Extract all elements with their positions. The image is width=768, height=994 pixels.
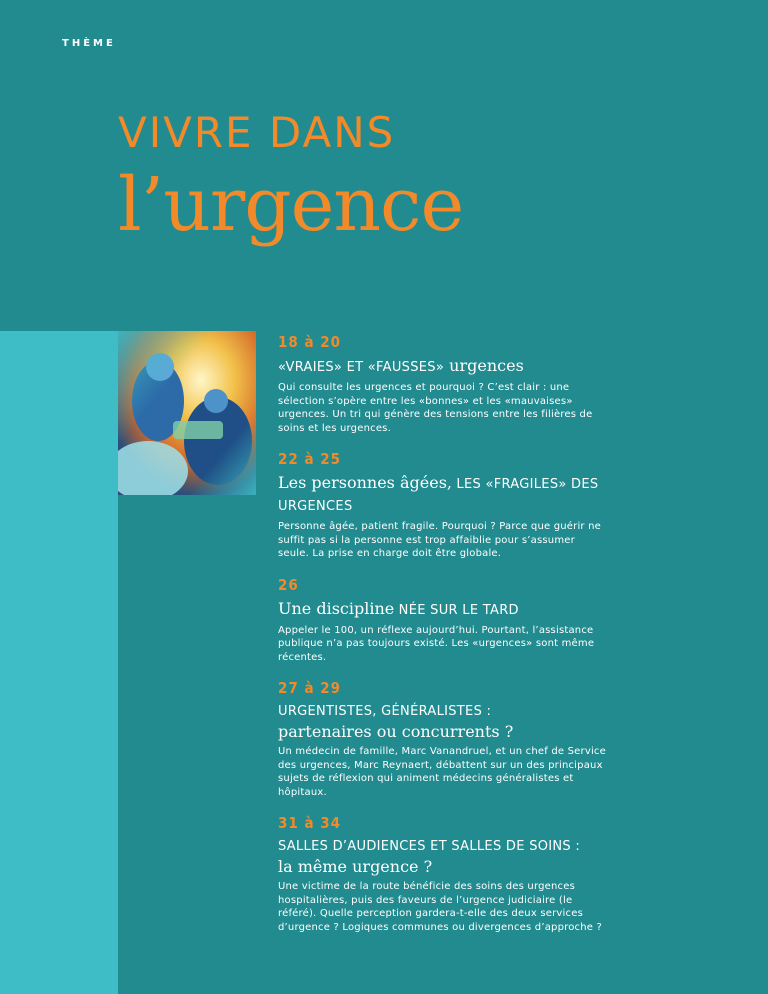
emergency-room-photo: [118, 331, 256, 495]
headline-caps: LES «FRAGILES» DES URGENCES: [278, 477, 599, 514]
list-item: [278, 678, 608, 799]
headline-caps: URGENTISTES, GÉNÉRALISTES :: [278, 704, 492, 719]
headline-serif: urgences: [444, 356, 524, 375]
headline-caps: «VRAIES» ET «FAUSSES»: [278, 360, 445, 375]
article-summary: Personne âgée, patient fragile. Pourquoi ? Parce que guérir ne suffit pas si la personne est trop affaiblie pour s’assumer seule. La prise en charge doit être globale.: [278, 521, 602, 559]
article-headline: [278, 356, 608, 378]
article-summary: Appeler le 100, un réflexe aujourd’hui. Pourtant, l’assistance publique n’a pas toujours existé. Les «urgences» sont même récentes.: [278, 624, 595, 663]
list-item: [278, 449, 608, 561]
headline-serif: Les personnes âgées,: [278, 473, 452, 492]
title-line-1: VIVRE DANS: [118, 108, 396, 157]
list-item: [278, 813, 608, 934]
headline-caps: NÉE SUR LE TARD: [394, 602, 519, 618]
article-headline: [278, 473, 608, 517]
page-range: 22 à 25: [278, 450, 342, 468]
headline-serif: Une discipline: [278, 598, 395, 618]
article-headline: [278, 702, 608, 742]
page-range: 27 à 29: [278, 679, 342, 697]
title-line-2: l’urgence: [118, 162, 464, 248]
page-range: 18 à 20: [278, 333, 342, 351]
headline-serif: la même urgence ?: [278, 857, 433, 876]
article-headline: [278, 837, 608, 877]
article-headline: [278, 599, 608, 621]
left-accent-band: [0, 331, 118, 994]
section-label: THÈME: [62, 38, 116, 49]
page-range: 26: [278, 575, 299, 594]
article-summary: Une victime de la route bénéficie des soins des urgences hospitalières, puis des faveurs de l’urgence judiciaire (le référé). Quelle perception gardera-t-elle des deux services d’urgence ? Logiques communes ou divergences d’approche ?: [278, 881, 603, 933]
article-summary: Un médecin de famille, Marc Vanandruel, et un chef de Service des urgences, Marc Reynaert, débattent sur un des principaux sujets de réflexion qui animent médecins généralistes et hôpitaux.: [278, 746, 606, 798]
article-summary: Qui consulte les urgences et pourquoi ? C’est clair : une sélection s’opère entre les «bonnes» et les «mauvaises» urgences. Un tri qui génère des tensions entre les filières de soins et les urgences.: [278, 382, 593, 434]
list-item: [278, 332, 608, 435]
contents-list: [278, 332, 608, 948]
headline-serif: partenaires ou concurrents ?: [278, 722, 514, 741]
headline-caps: SALLES D’AUDIENCES ET SALLES DE SOINS :: [278, 839, 581, 854]
page-range: 31 à 34: [278, 814, 342, 832]
list-item: [278, 575, 608, 665]
